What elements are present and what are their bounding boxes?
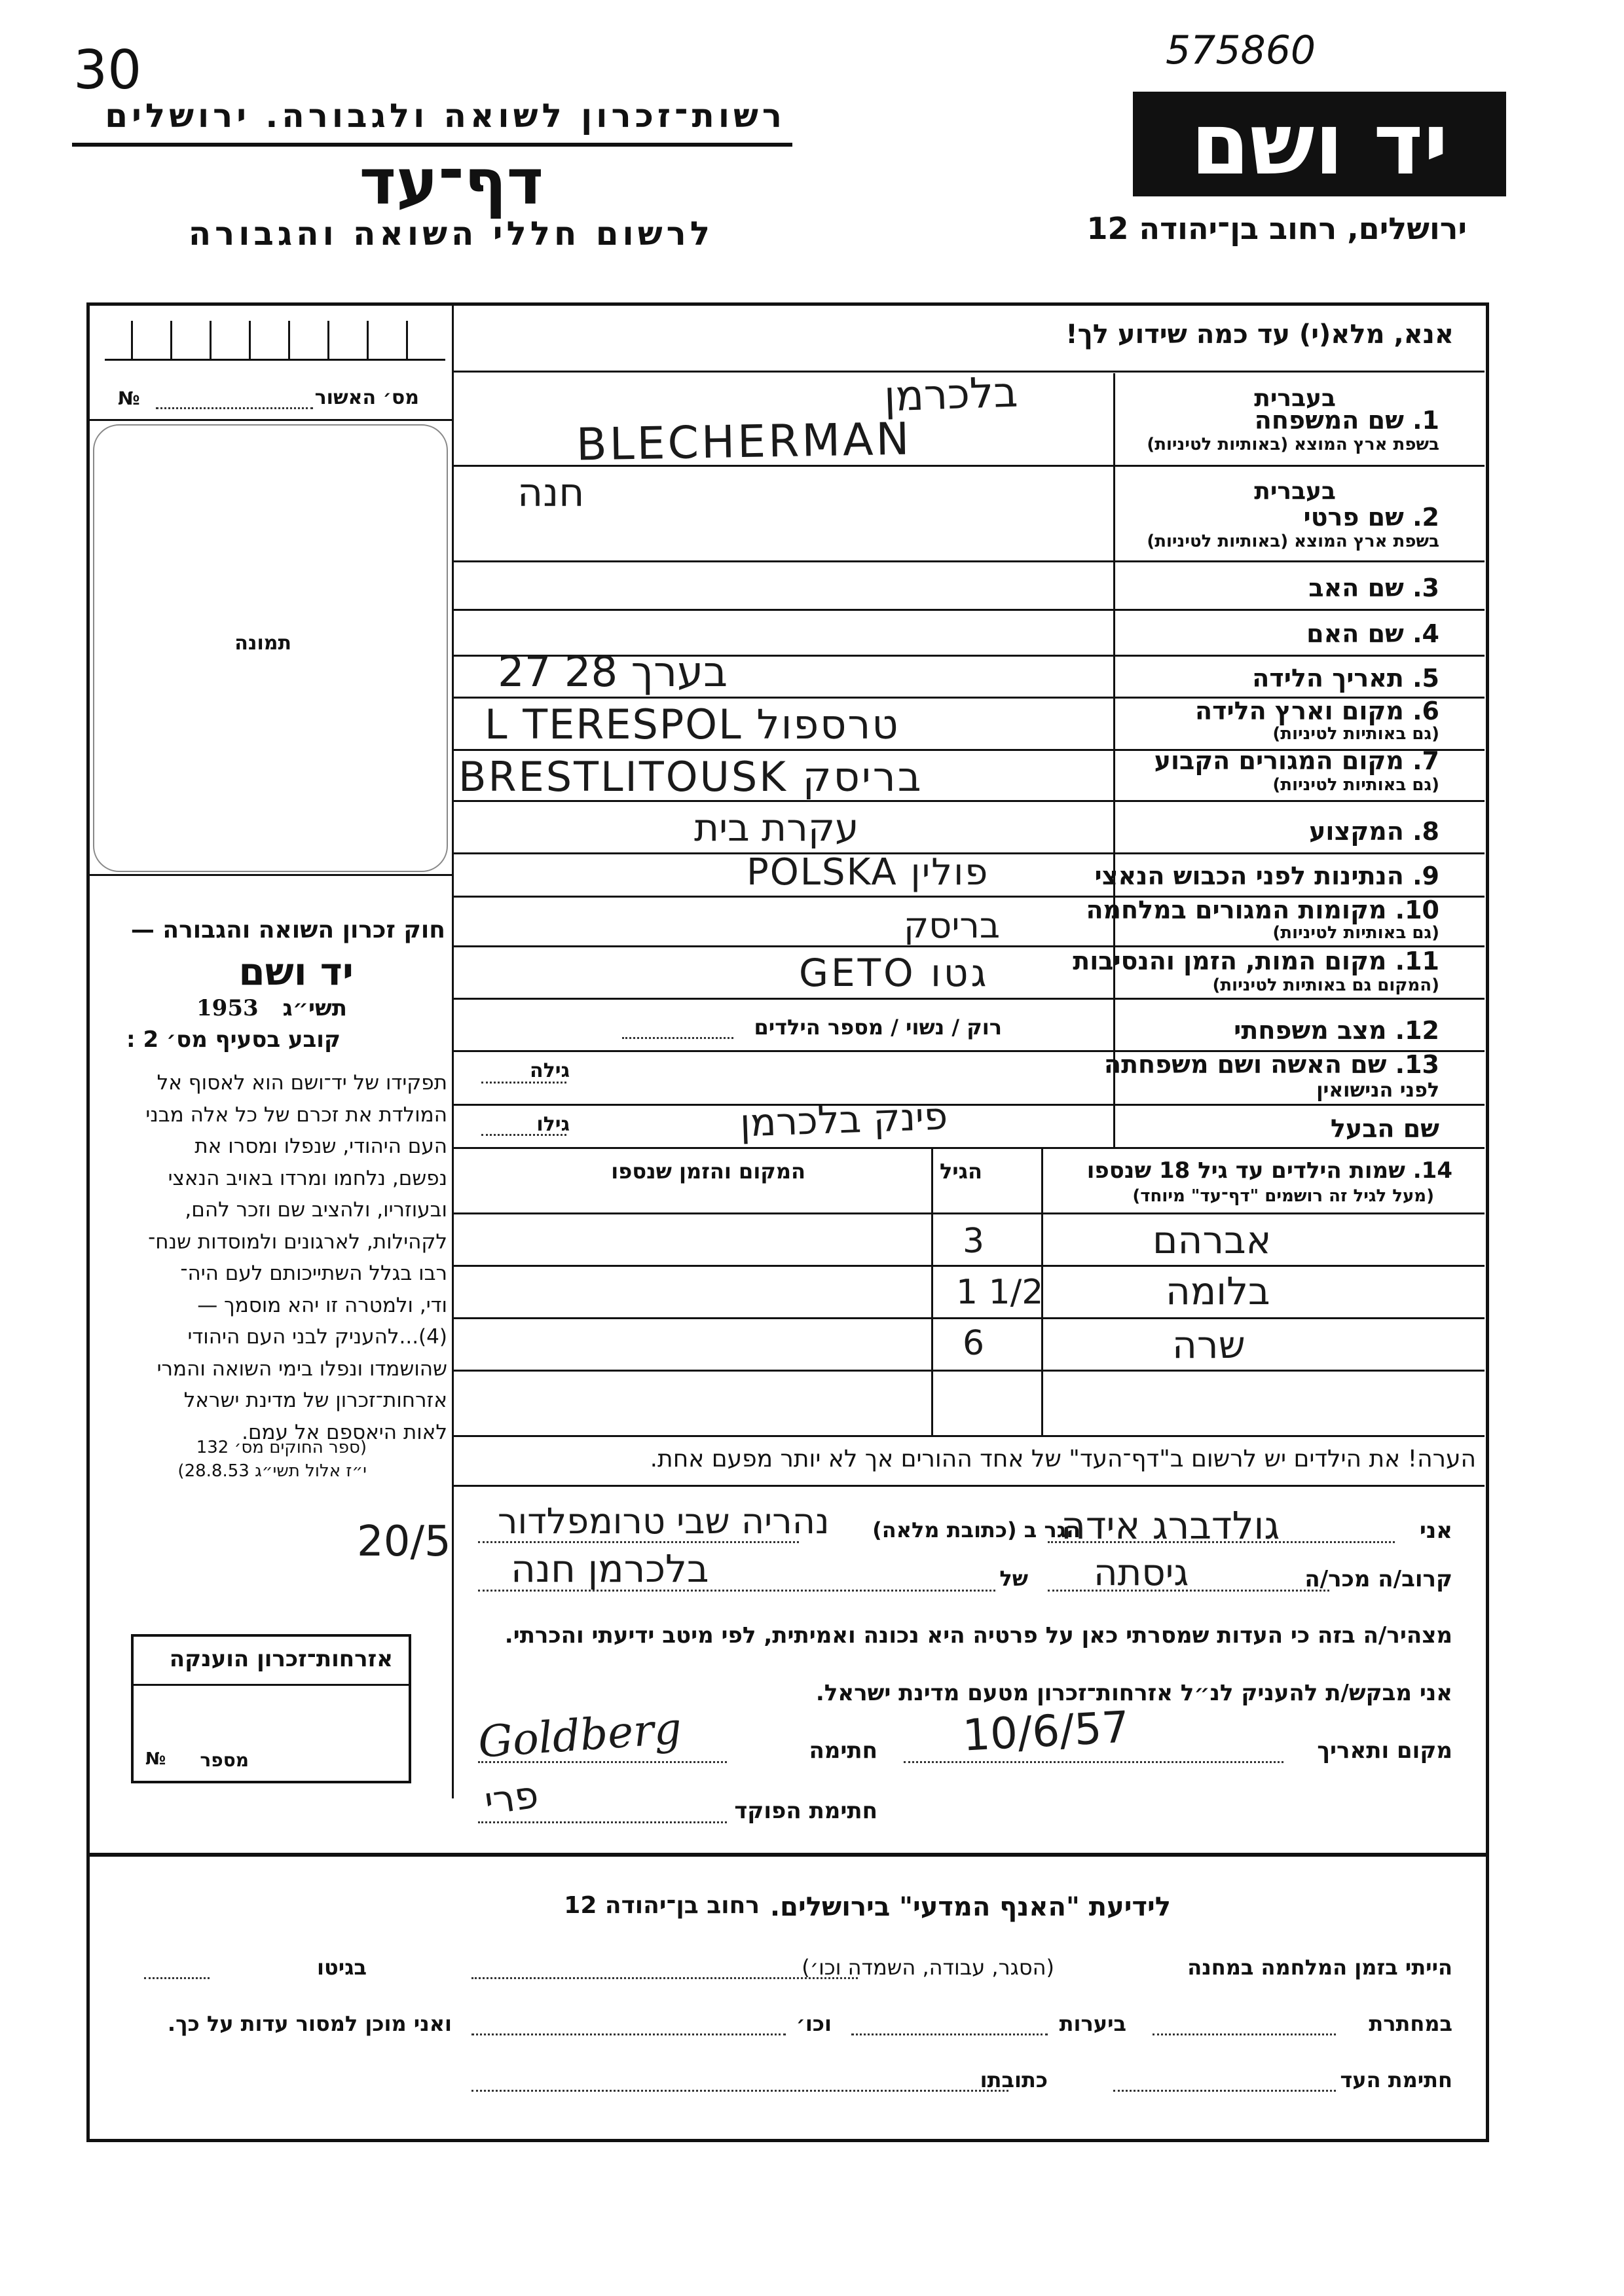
field-13-age-label: גילה	[530, 1059, 570, 1082]
field-3-label: 3. שם האב	[1308, 574, 1439, 602]
approval-checkboxes	[105, 321, 445, 361]
field-13-label: 13. שם האשה ושם משפחתה	[1103, 1050, 1439, 1079]
officer-label: חתימת הפוקד	[734, 1798, 877, 1824]
footer-ghetto-label: בגיטו	[317, 1955, 367, 1980]
field-2-sub-hebrew: בעברית	[1254, 478, 1336, 505]
law-line: שהושמדו ונפלו בימי השואה והמרי	[157, 1357, 447, 1381]
child-3-name: שרה	[1172, 1322, 1246, 1367]
children-row-3-rule	[452, 1370, 1485, 1372]
law-heading: חוק זכרון השואה והגבורה —	[130, 917, 445, 943]
field-6-label: 6. מקום וארץ הלידה	[1195, 697, 1439, 725]
footer-witness-signature-line	[1113, 2090, 1336, 2092]
footer-camp-label: הייתי בזמן המלחמה במחנה	[1187, 1955, 1452, 1980]
form-subtitle: לרשום חללי השואה והגבורה	[188, 215, 714, 253]
of-label: של	[999, 1566, 1028, 1591]
field-11-sub: (המקום גם באותיות לטיניות)	[1212, 975, 1439, 995]
law-line: רבו בגלל השתייכותם לעם היה־	[180, 1262, 447, 1285]
footer-etc-line	[471, 2033, 786, 2035]
declaration-request: אני מבקש/ת להעניק לנ״ל אזרחות־זכרון מטעם מדינת ישראל.	[815, 1680, 1452, 1706]
footer-address: רחוב בן־יהודה 12	[564, 1892, 760, 1919]
footer-underground-label: במחתרת	[1369, 2011, 1452, 2036]
footer-address-label: כתובתו	[980, 2068, 1048, 2092]
officer-line	[478, 1821, 727, 1823]
law-line: לאות היאספם אל עמם.	[242, 1420, 447, 1444]
law-year-heb: תשי״ג	[282, 995, 347, 1021]
children-place-header: המקום והזמן שנספו	[611, 1159, 805, 1184]
children-label: 14. שמות הילדים עד גיל 18 שנספו	[1086, 1157, 1452, 1184]
law-line: המולדת את זכרם של כל אלה מבני	[145, 1102, 447, 1127]
field-11-rule	[452, 998, 1485, 1000]
note-rule	[452, 1485, 1485, 1487]
children-row-2-rule	[452, 1317, 1485, 1319]
label-column-divider	[1113, 373, 1115, 1147]
photo-label: תמונה	[234, 632, 291, 655]
citizenship-title: אזרחות־זכרון הוענקה	[169, 1646, 393, 1672]
family-name-hebrew-value: בלכרמן	[883, 368, 1019, 422]
husband-age-line	[481, 1134, 566, 1136]
law-line: (4)...להעניק לבני העם היהודי	[187, 1325, 447, 1349]
authority-name: רשות־זכרון לשואה ולגבורה. ירושלים	[105, 97, 786, 135]
address-value: נהריה שבי טרומפלדור	[498, 1501, 830, 1542]
field-9-label: 9. הנתינות לפני הכבוש הנאצי	[1094, 862, 1439, 890]
birth-place-value: L TERESPOL טרספול	[485, 701, 900, 748]
child-2-name: בלומה	[1166, 1269, 1270, 1313]
signature-value: Goldberg	[476, 1703, 684, 1768]
field-11-label: 11. מקום המות, הזמן והנסיבות	[1073, 947, 1439, 975]
place-date-label: מקום ותאריך	[1317, 1738, 1452, 1764]
footer-testimony-label: ואני מוכן למסור עדות על כך.	[167, 2011, 452, 2036]
children-age-col-left	[931, 1147, 933, 1435]
law-line: ודי, ולמטרה זו יהא מוסמך —	[197, 1293, 447, 1317]
instruction-text: אנא, מלא(י) עד כמה שידוע לך!	[1065, 319, 1454, 350]
field-1-label: 1. שם המשפחה	[1254, 406, 1439, 435]
footer-camp-line	[471, 1977, 858, 1979]
declaration-i-label: אני	[1419, 1518, 1452, 1544]
husband-name-value: פינק בלכרמן	[739, 1093, 949, 1146]
footer-witness-address-line	[471, 2090, 1008, 2092]
field-5-label: 5. תאריך הלידה	[1252, 664, 1439, 693]
wartime-residence-value: בריסק	[904, 905, 1001, 946]
law-section: קובע בסעיף מס׳ 2 :	[126, 1027, 341, 1053]
law-line: נפשם, נלחמו ומרדו באויב הנאצי	[168, 1166, 447, 1190]
field-2-label: 2. שם פרטי	[1303, 503, 1439, 532]
footer-forests-label: ביערות	[1059, 2011, 1126, 2036]
law-reference-2: י״ז אלול תשי״ג 28.8.53)	[177, 1461, 367, 1481]
law-line: אזרחות־זכרון של מדינת ישראל	[183, 1389, 447, 1412]
logo-text: יד ושם	[1190, 94, 1449, 194]
page-number: 30	[73, 39, 142, 101]
children-sub: (מעל לגיל זה רושמים "דף־עד" מיוחד)	[1132, 1186, 1434, 1206]
birth-date-value: 27 28 בערך	[498, 648, 728, 697]
citizenship-number-label: מספר	[200, 1749, 249, 1771]
field-10-label: 10. מקומות המגורים במלחמה	[1086, 896, 1439, 924]
note-text: הערה! את הילדים יש לרשום ב"דף־העד" של אחד ההורים אך לא יותר מפעם אחת.	[650, 1446, 1476, 1472]
citizenship-rule	[131, 1684, 409, 1686]
form-title: דף־עד	[359, 145, 544, 219]
field-4-label: 4. שם האם	[1306, 619, 1439, 648]
field-10-sub: (גם באותיות לטיניות)	[1272, 923, 1439, 943]
signature-label: חתימה	[809, 1738, 877, 1764]
approval-rule	[86, 419, 452, 421]
officer-signature-value: פרי	[481, 1772, 542, 1824]
field-6-sub: (גם באותיות לטיניות)	[1272, 724, 1439, 744]
law-line: ובעוזריו, ולהציב שם וזכר להם,	[185, 1198, 447, 1222]
approval-no-line	[156, 407, 313, 409]
photo-bottom-rule	[86, 874, 452, 876]
children-header-rule	[452, 1212, 1485, 1214]
footer-title: לידיעת "האנף המדעי" בירושלים.	[769, 1892, 1171, 1922]
date-value: 10/6/57	[961, 1702, 1131, 1761]
footer-witness-signature-label: חתימת העד	[1340, 2068, 1452, 2092]
children-row-1-rule	[452, 1265, 1485, 1267]
law-name: יד ושם	[238, 949, 354, 994]
children-table-bottom	[452, 1435, 1485, 1437]
field-2-sub-latin: בשפת ארץ המוצא (באותיות לטיניות)	[1147, 532, 1439, 551]
citizenship-value: POLSKA פולין	[747, 851, 989, 894]
field-12-label: 12. מצב משפחתי	[1234, 1016, 1439, 1045]
field-12-children-line	[622, 1037, 733, 1039]
deceased-value: בלכרמן חנה	[511, 1546, 709, 1591]
child-2-age: 1 1/2	[956, 1273, 1044, 1312]
footer-camp-types: (הסגר, עבודה, השמדה וכו׳)	[802, 1955, 1054, 1980]
field-8-label: 8. המקצוע	[1309, 817, 1439, 846]
footer-forests-line	[851, 2033, 1048, 2035]
child-1-name: אברהם	[1153, 1218, 1272, 1262]
witness-name-value: גולדברג אידה	[1061, 1503, 1280, 1548]
field-7-sub: (גם באותיות לטיניות)	[1272, 775, 1439, 795]
field-1-sub-hebrew: בעברית	[1254, 385, 1336, 412]
law-year: 1953	[196, 995, 259, 1021]
declaration-resides-label: הגר ב (כתובת מלאה)	[872, 1518, 1080, 1542]
residence-value: BRESTLITOUSK בריסק	[458, 753, 923, 801]
children-age-header: הגיל	[939, 1159, 982, 1184]
law-reference-1: (ספר החוקים מס׳ 132	[196, 1438, 367, 1457]
field-7-label: 7. מקום המגורים הקבוע	[1154, 746, 1439, 775]
occupation-value: עקרת בית	[694, 805, 859, 850]
field-13-rule	[452, 1104, 1485, 1106]
declaration-statement: מצהיר/ה בזה כי העדות שמסרתי כאן על פרטיה היא נכונה ואמיתית, לפי מיטב ידיעתי והכרתי.	[504, 1622, 1452, 1649]
law-line: לקהילות, לארגונים ולמוסדות שנח־	[148, 1230, 447, 1254]
husband-age-label: גילו	[536, 1113, 570, 1136]
citizenship-no-mark: №	[145, 1749, 166, 1769]
law-line: העם היהודי, שנפלו ומסרו את	[194, 1135, 447, 1158]
approval-no-mark: №	[118, 388, 140, 409]
relation-value: גיסתה	[1094, 1552, 1189, 1594]
header-address: ירושלים, רחוב בן־יהודה 12	[1086, 211, 1467, 246]
field-13-age-line	[481, 1082, 566, 1084]
field-13-sub: לפני הנישואין	[1316, 1079, 1439, 1102]
law-text	[90, 1067, 447, 1448]
approval-no-label: מס׳ האשור	[314, 386, 419, 409]
law-line: תפקידו של יד־ושם הוא לאסוף אל	[157, 1071, 447, 1095]
footer-ghetto-line	[144, 1977, 210, 1979]
relative-label: קרוב/ה מכר/ה	[1304, 1566, 1452, 1592]
footer-etc-label: וכו׳	[796, 2011, 832, 2036]
field-3-rule	[452, 609, 1485, 611]
footer-underground-line	[1153, 2033, 1336, 2035]
husband-rule	[452, 1147, 1485, 1149]
field-2-rule	[452, 560, 1485, 562]
field-12-options: רוק / נשוי / מספר הילדים	[754, 1015, 1002, 1040]
child-3-age: 6	[963, 1324, 985, 1363]
place-date-line	[904, 1761, 1283, 1763]
family-name-latin-value: BLECHERMAN	[576, 413, 913, 471]
child-1-age: 3	[963, 1222, 985, 1261]
field-1-sub-latin: בשפת ארץ המוצא (באותיות לטיניות)	[1147, 435, 1439, 454]
death-place-value: GETO גטו	[799, 951, 989, 995]
first-name-hebrew-value: חנה	[517, 470, 585, 516]
record-number: 575860	[1166, 27, 1316, 73]
husband-label: שם הבעל	[1330, 1114, 1439, 1143]
address-number-value: 20/5	[357, 1518, 451, 1566]
footer-top-rule	[86, 1853, 1486, 1857]
